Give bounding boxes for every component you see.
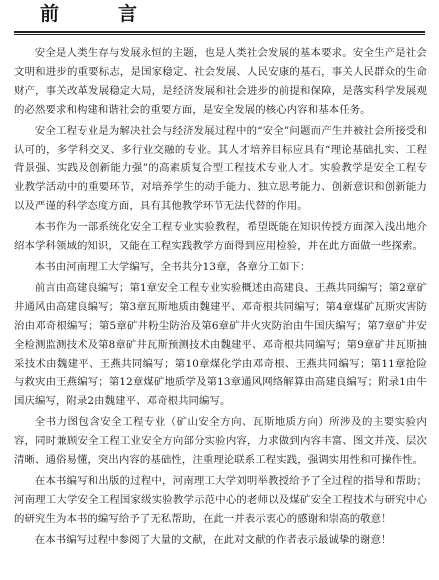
paragraph-major-description: 安全工程专业是为解决社会与经济发展过程中的“安全”问题而产生并被社会所接受和认可的，多学科交叉、多行业交融的专业。其人才培养目标应具有“理论基础扎实、工程背景强、实践及创新能力强”的高素质复合型工程技术专业人才。实验教学是安全工程专业教学活动中的重要环节，对培养学生的动手能力、独立思考能力、创新意识和创新能力以及严谨的科学态度方面，具有其他教学环节无法代替的作用。: [14, 124, 427, 213]
paragraph-chapter-assignments: 前言由高建良编写；第1章安全工程专业实验概述由高建良、王燕共同编写；第2章矿井通风由高建良编写；第3章瓦斯地质由魏建平、邓奇根共同编写；第4章煤矿瓦斯灾害防治由邓奇根编写；第5章矿井粉尘防治及第6章矿井火灾防治由牛国庆编写；第7章矿井安全检测监测技术及第8章矿井瓦斯预测技术由魏建平、邓奇根共同编写；第9章矿井瓦斯抽采技术由魏建平、王燕共同编写；第10章煤化学由邓奇根、王燕共同编写；第11章抢险与救灾由王燕编写；第12章煤矿地质学及第13章通风网络解算由高建良编写；附录1由牛国庆编写，附录2由魏建平、邓奇根共同编写。: [14, 281, 427, 408]
paragraph-book-purpose: 本书作为一部系统化安全工程专业实验教程，希望既能在知识传授方面深入浅出地介绍本学科领域的知识，又能在工程实践教学方面得到应用检验，并在此方面做一些探索。: [14, 221, 427, 253]
paragraph-references-thanks: 在本书编写过程中参阅了大量的文献，在此对文献的作者表示最诚挚的谢意！: [34, 533, 392, 546]
page-title: 前 言: [40, 3, 158, 25]
paragraph-content-scope: 全书力图包含安全工程专业（矿山安全方向、瓦斯地质方向）所涉及的主要实验内容，同时兼顾安全工程工业安全方向部分实验内容，力求做到内容丰富、图文并茂、层次清晰、通俗易懂，突出内容的基础性，注重理论联系工程实践，强调实用性和可操作性。: [14, 416, 427, 467]
preface-body: [14, 44, 427, 552]
paragraph-acknowledgements: 在本书编写和出版的过程中，河南理工大学刘明举教授给予了全过程的指导和帮助；河南理工大学安全工程国家级实验教学示范中心的老师以及煤矿安全工程技术与研究中心的研究生为本书的编写给予了无私帮助，在此一并表示衷心的感谢和崇高的敬意！: [14, 474, 427, 525]
title-divider: [14, 31, 425, 35]
paragraph-authorship-intro: 本书由河南理工大学编写，全书共分13章，各章分工如下：: [34, 260, 311, 273]
paragraph-safety-importance: 安全是人类生存与发展永恒的主题，也是人类社会发展的基本要求。安全生产是社会文明和进步的重要标志，是国家稳定、社会发展、人民安康的基石，事关人民群众的生命财产，事关改革发展稳定大局，是经济发展和社会进步的前提和保障，是落实科学发展观的必然要求和构建和谐社会的重要方面，是安全发展的核心内容和基本任务。: [14, 47, 427, 116]
